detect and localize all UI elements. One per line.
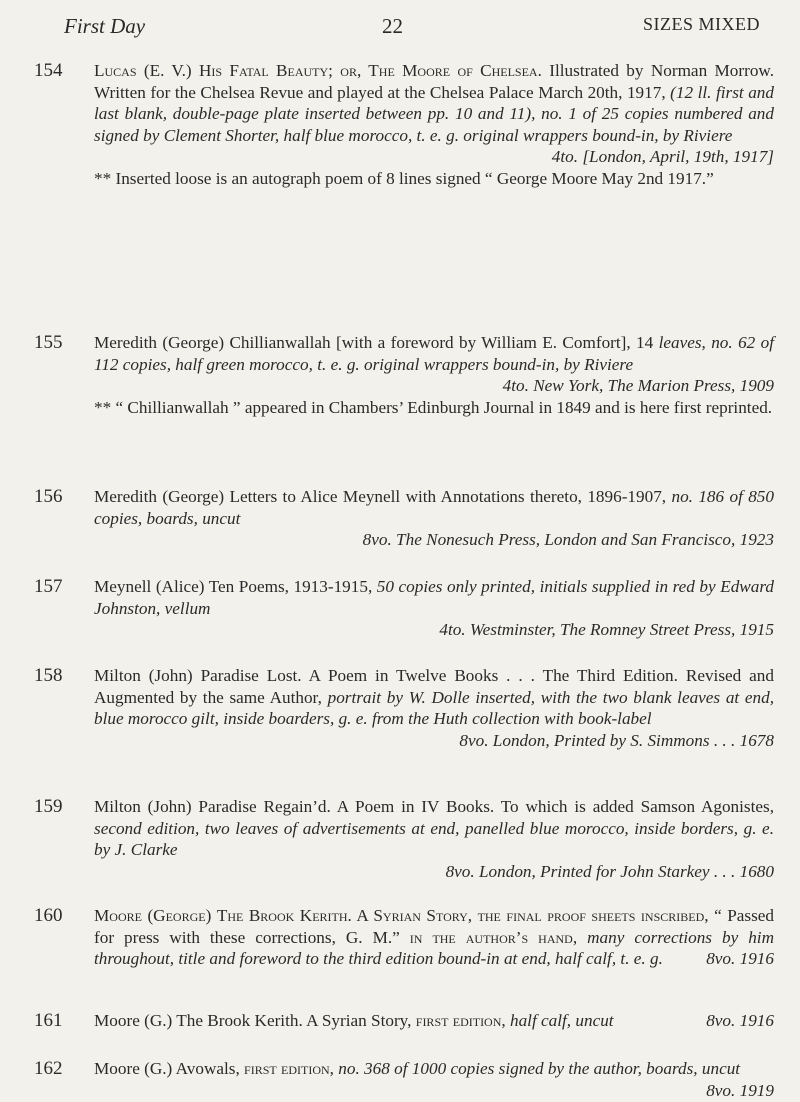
- lot-imprint: 8vo. The Nonesuch Press, London and San Francisco, 1923: [362, 530, 774, 549]
- lot-text: Meredith (George) Letters to Alice Meynell with Annotations thereto, 1896-1907,: [94, 487, 667, 506]
- lot-description: [94, 486, 774, 551]
- lot-details: leaves, no. 62 of 112 copies, half green morocco, t. e. g. original wrappers bound-in, by Riviere: [94, 333, 774, 374]
- lot-text: Meynell (Alice) Ten Poems, 1913-1915,: [94, 577, 373, 596]
- lot-note: ** “ Chillianwallah ” appeared in Chambers’ Edinburgh Journal in 1849 and is here first reprinted.: [94, 397, 773, 417]
- lot-title: His Fatal Beauty; or, The Moore of Chelsea.: [199, 61, 542, 80]
- lot-details: second edition, two leaves of advertisements at end, panelled blue morocco, inside borders, g. e. by J. Clarke: [94, 818, 774, 859]
- lot-description: [94, 796, 774, 882]
- lot-imprint: 8vo. London, Printed for John Starkey . . . 1680: [445, 861, 774, 881]
- lot-details: portrait by W. Dolle inserted, with the two blank leaves at end, blue morocco gilt, inside boarders, g. e. from the Huth collection with book-label: [94, 687, 775, 728]
- lot-text: Milton (John) Paradise Lost. A Poem in Twelve Books . . . The Third Edition. Revised and Augmented by the same Author,: [94, 666, 774, 707]
- lot-text: “ Passed for press with these corrections, G. M.”: [94, 906, 775, 947]
- lot-imprint: 8vo. 1916: [706, 949, 774, 968]
- lot-edition: first edition,: [244, 1059, 334, 1078]
- lot-text: Meredith (George) Chillianwallah [with a foreword by William E. Comfort], 14: [94, 333, 654, 352]
- lot-description: [94, 1010, 774, 1032]
- lot-imprint: 8vo. 1919: [706, 1080, 774, 1100]
- page-number: 22: [382, 14, 403, 38]
- lot-hand: in the author’s hand,: [409, 927, 578, 947]
- lot-author: Moore (George): [94, 906, 212, 925]
- lot-details: no. 186 of 850 copies, boards, uncut: [94, 487, 774, 528]
- lot-imprint: 8vo. 1916: [706, 1011, 774, 1030]
- lot-text: Milton (John) Paradise Regain’d. A Poem in IV Books. To which is added Samson Agonistes,: [94, 797, 774, 816]
- lot-imprint: 8vo. London, Printed by S. Simmons . . . 1678: [459, 730, 774, 750]
- lot-edition: first edition,: [415, 1011, 506, 1030]
- lot-imprint: 4to. Westminster, The Romney Street Press, 1915: [439, 620, 774, 639]
- lot-number: 159: [34, 796, 63, 817]
- lot-details: half calf, uncut: [509, 1011, 614, 1030]
- page-header: [64, 14, 760, 42]
- lot-number: 156: [34, 486, 63, 507]
- lot-details: many corrections by him throughout, title and foreword to the third edition bound-in at end, half calf, t. e. g.: [94, 927, 774, 968]
- running-head-left: First Day: [64, 14, 146, 38]
- lot-number: 158: [34, 665, 63, 686]
- lot-number: 157: [34, 576, 63, 597]
- lot-details: (12 ll. first and last blank, double-page plate inserted between pp. 10 and 11), no. 1 of 25 copies numbered and signed by Clement Shorter, half blue morocco, t. e. g. original wrappers bound-in, by Riviere: [94, 82, 774, 145]
- lot-text: Moore (G.) The Brook Kerith. A Syrian Story,: [94, 1011, 412, 1030]
- lot-title: The Brook Kerith. A Syrian Story, the final proof sheets inscribed,: [216, 906, 709, 925]
- lot-description: [94, 576, 774, 641]
- lot-note: ** Inserted loose is an autograph poem of 8 lines signed “ George Moore May 2nd 1917.”: [94, 168, 714, 188]
- lot-number: 154: [34, 60, 63, 81]
- lot-description: [94, 60, 774, 189]
- lot-text: Illustrated by Norman Morrow. Written for the Chelsea Revue and played at the Chelsea Palace March 20th, 1917,: [94, 61, 775, 102]
- lot-details: no. 368 of 1000 copies signed by the author, boards, uncut: [338, 1059, 741, 1078]
- lot-number: 160: [34, 905, 63, 926]
- lot-imprint: 4to. New York, The Marion Press, 1909: [502, 376, 774, 395]
- lot-description: [94, 905, 774, 970]
- lot-description: [94, 332, 774, 418]
- running-head-right: SIZES MIXED: [643, 14, 760, 34]
- lot-description: [94, 1058, 774, 1101]
- lot-details: 50 copies only printed, initials supplied in red by Edward Johnston, vellum: [94, 577, 774, 618]
- lot-number: 155: [34, 332, 63, 353]
- lot-author: Lucas (E. V.): [94, 61, 192, 80]
- lot-imprint: 4to. [London, April, 19th, 1917]: [551, 147, 774, 166]
- lot-number: 161: [34, 1010, 63, 1031]
- lot-text: Moore (G.) Avowals,: [94, 1059, 240, 1078]
- lot-number: 162: [34, 1058, 63, 1079]
- lot-description: [94, 665, 774, 751]
